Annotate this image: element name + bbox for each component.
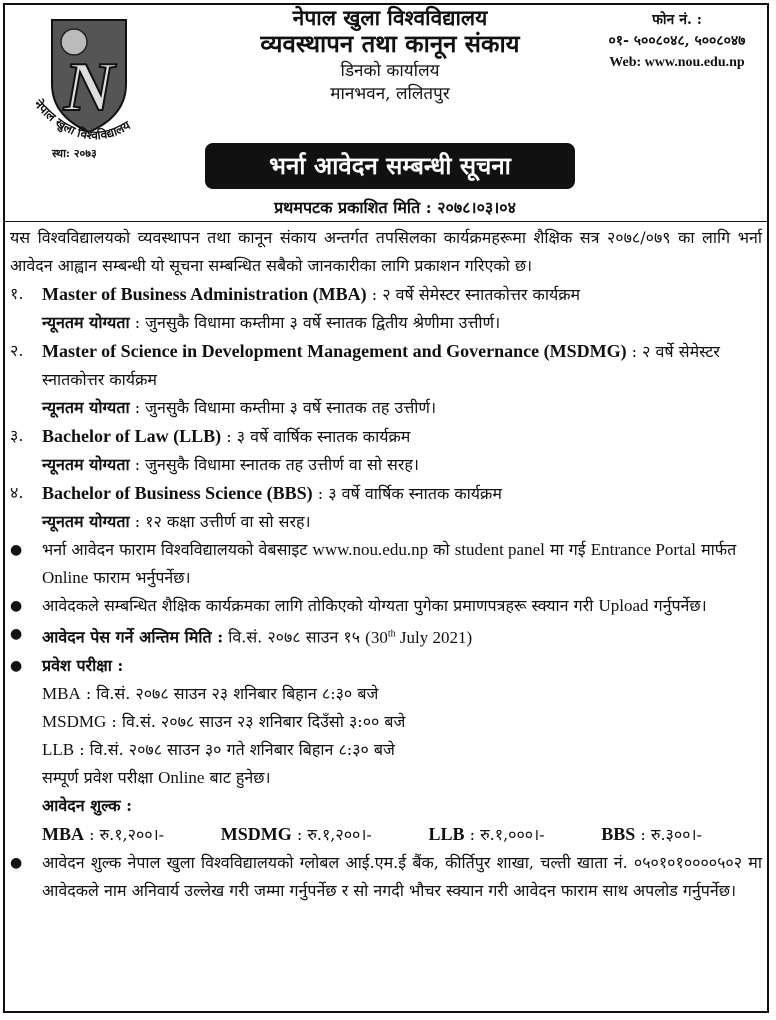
contact-info <box>588 10 766 73</box>
eligibility-label: न्यूनतम योग्यता <box>42 512 130 531</box>
program-name: Master of Business Administration (MBA) <box>42 284 367 304</box>
notice-title: भर्ना आवेदन सम्बन्धी सूचना <box>205 143 575 189</box>
exam-schedule: : वि.सं. २०७८ साउन २३ शनिबार दिउँसो ३:०० बजे <box>106 711 406 731</box>
header-center <box>190 6 590 105</box>
deadline-label: आवेदन पेस गर्ने अन्तिम मिति : <box>42 627 224 647</box>
office-location: मानभवन, ललितपुर <box>330 84 450 105</box>
bullet-entrance-exam <box>10 652 762 680</box>
program-eligibility <box>10 508 762 536</box>
exam-schedule: : वि.सं. २०७८ साउन ३० गते शनिबार बिहान ८:३० बजे <box>74 739 395 759</box>
program-item <box>10 280 762 309</box>
notice-body <box>10 224 762 905</box>
fee-item: MBA : रु.१,२००।- <box>42 823 165 844</box>
fee-item: MSDMG : रु.१,२००।- <box>220 823 372 844</box>
eligibility-text: : १२ कक्षा उत्तीर्ण वा सो सरह। <box>129 512 311 531</box>
program-name: Bachelor of Business Science (BBS) <box>42 483 313 503</box>
phone-numbers: ०१- ५००८०४८, ५००८०४७ <box>608 33 746 49</box>
bullet-text: फाराम भर्नुपर्नेछ। <box>93 568 191 587</box>
exam-label: प्रवेश परीक्षा : <box>42 655 124 675</box>
exam-row <box>10 680 762 708</box>
exam-row <box>10 708 762 736</box>
program-item <box>10 479 762 508</box>
program-desc: : २ वर्षे सेमेस्टर स्नातकोत्तर कार्यक्रम <box>366 285 581 304</box>
program-item <box>10 337 762 394</box>
eligibility-label: न्यूनतम योग्यता <box>42 313 130 332</box>
program-desc: : ३ वर्षे वार्षिक स्नातक कार्यक्रम <box>312 484 502 503</box>
university-name: नेपाल खुला विश्वविद्यालय <box>292 5 488 30</box>
exam-program: MSDMG <box>42 711 107 731</box>
upload-text: Upload <box>598 596 649 615</box>
bullet-text: गर्नुपर्नेछ। <box>653 596 707 615</box>
program-eligibility <box>10 394 762 422</box>
program-desc: : ३ वर्षे वार्षिक स्नातक कार्यक्रम <box>221 427 411 446</box>
program-desc: : २ वर्षे सेमेस्टर स्नातकोत्तर कार्यक्रम <box>42 342 720 389</box>
bullet-text: आवेदकले सम्बन्धित शैक्षिक कार्यक्रमका लागि तोकिएको योग्यता पुगेका प्रमाणपत्रहरू स्क्यान गरी <box>42 596 594 615</box>
bullet-icon: ● <box>10 657 23 674</box>
eligibility-text: : जुनसुकै विधामा कम्तीमा ३ वर्षे स्नातक द्वितीय श्रेणीमा उत्तीर्ण। <box>129 313 501 332</box>
intro-paragraph: यस विश्वविद्यालयको व्यवस्थापन तथा कानून संकाय अन्तर्गत तपसिलका कार्यक्रमहरूमा शैक्षिक सत्र २०७८/०७९ का लागि भर्ना आवेदन आह्वान सम्बन्धी यो सूचना सम्बन्धित सबैको जानकारीका लागि प्रकाशन गरिएको छ। <box>10 228 762 275</box>
publish-date: प्रथमपटक प्रकाशित मिति : २०७८।०३।०४ <box>274 198 516 217</box>
bullet-text: मा गई <box>549 540 586 559</box>
bullet-upload-certificates <box>10 592 762 620</box>
fee-item: LLB : रु.१,०००।- <box>428 823 545 844</box>
eligibility-text: : जुनसुकै विधामा स्नातक तह उत्तीर्ण वा सो सरह। <box>129 455 419 474</box>
entrance-portal-text: Entrance Portal <box>590 540 696 559</box>
logo-letter: N <box>63 49 115 126</box>
bullet-deadline <box>10 620 762 652</box>
website-link[interactable]: www.nou.edu.np <box>312 540 429 559</box>
program-eligibility <box>10 451 762 479</box>
phone-label: फोन नं. : <box>652 12 702 28</box>
exam-row <box>10 736 762 764</box>
program-eligibility <box>10 309 762 337</box>
program-number: ४. <box>10 483 24 502</box>
bullet-text: को <box>433 540 450 559</box>
program-number: १. <box>10 284 24 303</box>
eligibility-label: न्यूनतम योग्यता <box>42 398 130 417</box>
eligibility-text: : जुनसुकै विधामा कम्तीमा ३ वर्षे स्नातक तह उत्तीर्ण। <box>129 398 437 417</box>
logo-arc-text: नेपाल खुला विश्वविद्यालय <box>31 97 133 143</box>
exam-schedule: : वि.सं. २०७८ साउन २३ शनिबार बिहान ८:३० बजे <box>80 683 379 703</box>
bullet-apply-online <box>10 536 762 592</box>
bullet-icon: ● <box>10 598 23 614</box>
faculty-name: व्यवस्थापन तथा कानून संकाय <box>260 29 520 59</box>
program-number: २. <box>10 341 24 360</box>
program-name: Bachelor of Law (LLB) <box>42 426 222 446</box>
bullet-icon: ● <box>10 626 23 642</box>
fee-row <box>10 820 762 849</box>
eligibility-label: न्यूनतम योग्यता <box>42 455 130 474</box>
fee-label: आवेदन शुल्क : <box>42 795 133 815</box>
website: Web: www.nou.edu.np <box>609 55 745 70</box>
exam-program: LLB <box>42 739 75 759</box>
program-name: Master of Science in Development Management and Governance (MSDMG) <box>42 341 627 361</box>
student-panel-text: student panel <box>454 540 545 559</box>
established-year: स्था: २०७३ <box>52 147 97 160</box>
deadline-english: (30th July 2021) <box>365 627 473 647</box>
fee-item: BBS : रु.३००।- <box>601 823 702 844</box>
bullet-icon: ● <box>10 854 23 871</box>
exam-program: MBA <box>42 683 81 703</box>
bullet-text: भर्ना आवेदन फाराम विश्वविद्यालयको वेबसाइट <box>42 540 308 559</box>
divider <box>5 221 767 222</box>
payment-note-text: आवेदन शुल्क नेपाल खुला विश्वविद्यालयको ग्लोबल आई.एम.ई बैंक, कीर्तिपुर शाखा, चल्ती खाता नं. ०५०१०१००००५०२ मा आवेदकले नाम अनिवार्य उल्लेख गरी जम्मा गर्नुपर्नेछ र सो नगदी भौचर स्क्यान गरी आवेदन फाराम साथ अपलोड गर्नुपर्नेछ। <box>42 852 762 900</box>
program-item <box>10 422 762 451</box>
bullet-payment-note <box>10 849 762 905</box>
online-text: Online <box>42 568 89 587</box>
program-number: ३. <box>10 426 24 445</box>
bullet-text: मार्फत <box>701 540 737 559</box>
university-logo <box>22 12 172 172</box>
deadline-value: वि.सं. २०७८ साउन १५ <box>228 627 361 647</box>
office-name: डिनको कार्यालय <box>340 60 440 81</box>
bullet-icon: ● <box>10 542 23 558</box>
exam-online-note: सम्पूर्ण प्रवेश परीक्षा Online बाट हुनेछ। <box>42 767 271 787</box>
